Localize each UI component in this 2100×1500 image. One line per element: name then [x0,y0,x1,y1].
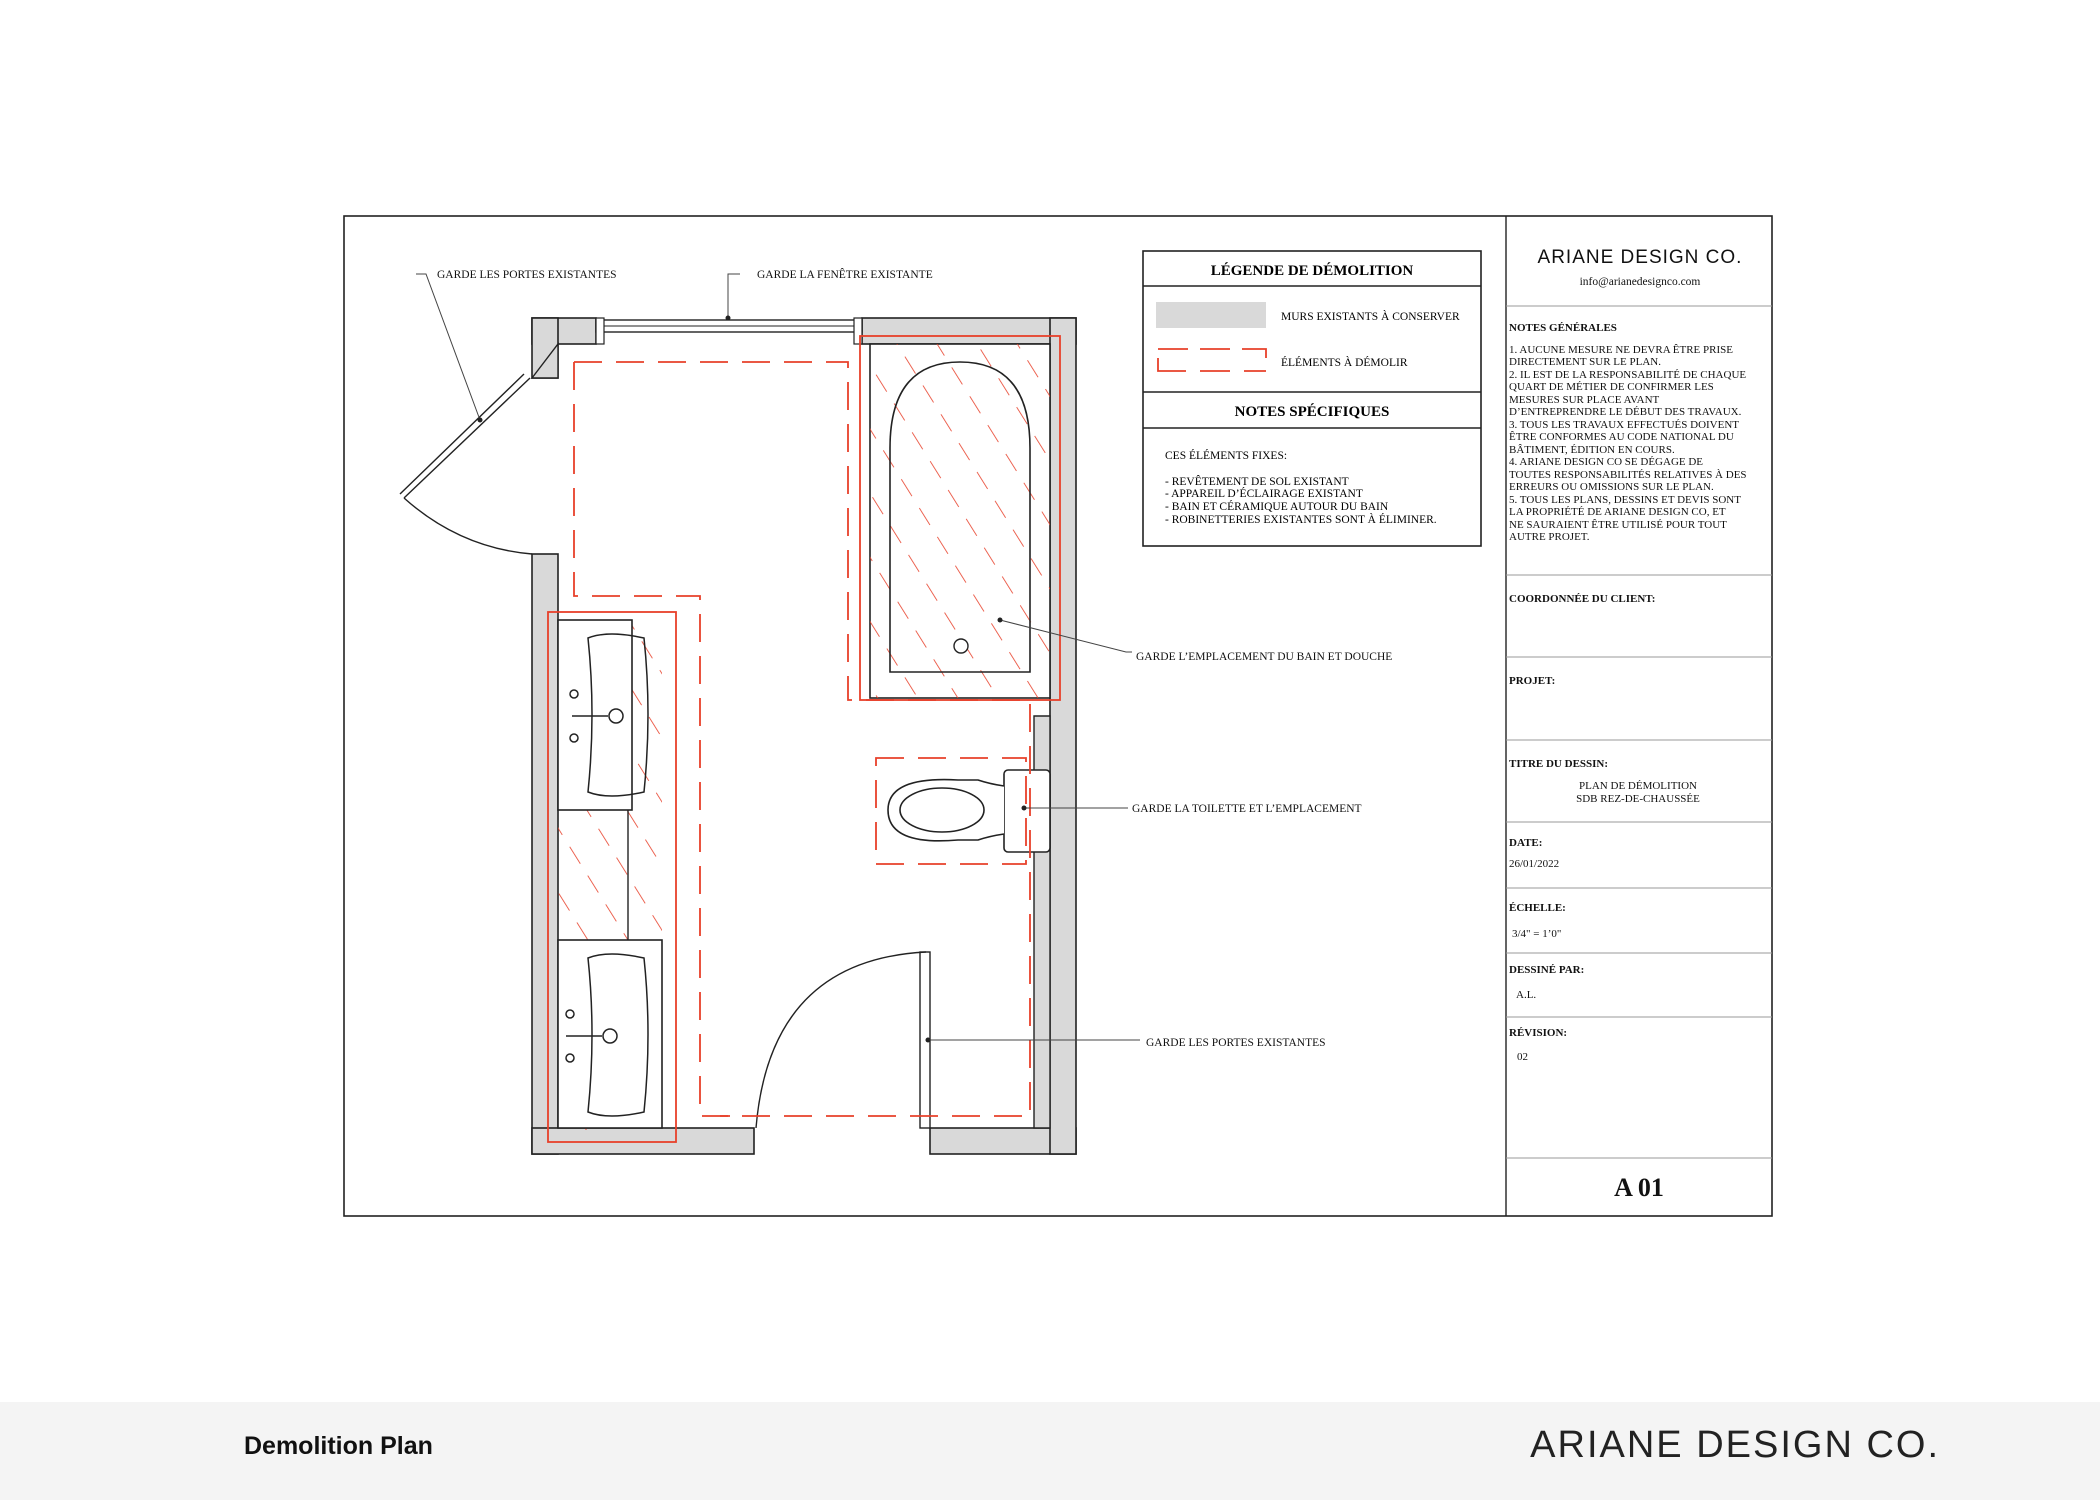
general-note-line: 2. IL EST DE LA RESPONSABILITÉ DE CHAQUE [1509,369,1747,381]
drawing-title-line2: SDB REZ-DE-CHAUSSÉE [1576,793,1700,805]
general-notes-title: NOTES GÉNÉRALES [1509,322,1617,334]
revision-value: 02 [1517,1051,1528,1063]
wall-bottom-left [532,1128,754,1154]
general-note-line: 1. AUCUNE MESURE NE DEVRA ÊTRE PRISE [1509,344,1733,356]
general-note-line: LA PROPRIÉTÉ DE ARIANE DESIGN CO, ET [1509,506,1726,518]
drawn-by-value: A.L. [1516,989,1537,1001]
notes-specific-title: NOTES SPÉCIFIQUES [1234,404,1390,420]
notes-specific-intro: CES ÉLÉMENTS FIXES: [1165,450,1288,462]
general-note-line: ERREURS OU OMISSIONS SUR LE PLAN. [1509,481,1714,493]
legend-walls-label: MURS EXISTANTS À CONSERVER [1281,311,1460,323]
general-note-line: TOUTES RESPONSABILITÉS RELATIVES À DES [1509,469,1747,481]
legend-swatch-walls [1156,302,1266,328]
general-note-line: MESURES SUR PLACE AVANT [1509,394,1660,406]
notes-specific-item: - REVÊTEMENT DE SOL EXISTANT [1165,476,1349,488]
project-label: PROJET: [1509,675,1556,687]
demolition-legend [1143,251,1481,546]
callout-window: GARDE LA FENÊTRE EXISTANTE [757,269,933,281]
date-value: 26/01/2022 [1509,858,1560,870]
drawing-title-line1: PLAN DE DÉMOLITION [1579,780,1697,792]
window-existing [596,318,862,344]
notes-specific-item: - APPAREIL D’ÉCLAIRAGE EXISTANT [1165,488,1363,500]
client-label: COORDONNÉE DU CLIENT: [1509,593,1656,605]
sheet-number: A 01 [1614,1173,1664,1202]
wall-left-lower [532,554,558,1154]
callout-toilet: GARDE LA TOILETTE ET L’EMPLACEMENT [1132,803,1362,815]
title-block [1506,247,1772,1202]
scale-label: ÉCHELLE: [1509,902,1566,914]
page-footer [0,1402,2100,1500]
notes-specific-item: - BAIN ET CÉRAMIQUE AUTOUR DU BAIN [1165,501,1389,513]
bathtub [870,344,1050,698]
wall-right [1050,318,1076,1154]
entry-door-bottom [756,952,930,1128]
drawn-by-label: DESSINÉ PAR: [1509,964,1585,976]
scale-value: 3/4" = 1’0" [1512,928,1562,940]
callout-doors-top: GARDE LES PORTES EXISTANTES [437,269,617,281]
legend-demolish-label: ÉLÉMENTS À DÉMOLIR [1281,357,1408,369]
general-note-line: QUART DE MÉTIER DE CONFIRMER LES [1509,381,1714,393]
revision-label: RÉVISION: [1509,1027,1568,1039]
general-note-line: 3. TOUS LES TRAVAUX EFFECTUÉS DOIVENT [1509,419,1740,431]
company-email: info@arianedesignco.com [1579,276,1701,288]
footer-brand: ARIANE DESIGN CO. [1530,1424,1940,1466]
callout-tub: GARDE L’EMPLACEMENT DU BAIN ET DOUCHE [1136,651,1393,663]
callout-doors-bottom: GARDE LES PORTES EXISTANTES [1146,1037,1326,1049]
drawing-title-label: TITRE DU DESSIN: [1509,758,1609,770]
wall-top-right [862,318,1076,344]
legend-title: LÉGENDE DE DÉMOLITION [1210,263,1414,279]
footer-caption: Demolition Plan [244,1432,433,1460]
general-note-line: NE SAURAIENT ÊTRE UTILISÉ POUR TOUT [1509,519,1727,531]
notes-specific-item: - ROBINETTERIES EXISTANTES SONT À ÉLIMINER. [1165,514,1437,526]
general-note-line: ÊTRE CONFORMES AU CODE NATIONAL DU [1509,431,1734,443]
date-label: DATE: [1509,837,1543,849]
general-note-line: DIRECTEMENT SUR LE PLAN. [1509,356,1661,368]
company-name: ARIANE DESIGN CO. [1537,247,1743,268]
entry-door-top [400,374,532,554]
vanity [558,620,662,1130]
general-note-line: BÂTIMENT, ÉDITION EN COURS. [1509,444,1675,456]
general-note-line: 4. ARIANE DESIGN CO SE DÉGAGE DE [1509,456,1704,468]
general-note-line: D’ENTREPRENDRE LE DÉBUT DES TRAVAUX. [1509,406,1742,418]
general-note-line: 5. TOUS LES PLANS, DESSINS ET DEVIS SONT [1509,494,1741,506]
general-note-line: AUTRE PROJET. [1509,531,1590,543]
